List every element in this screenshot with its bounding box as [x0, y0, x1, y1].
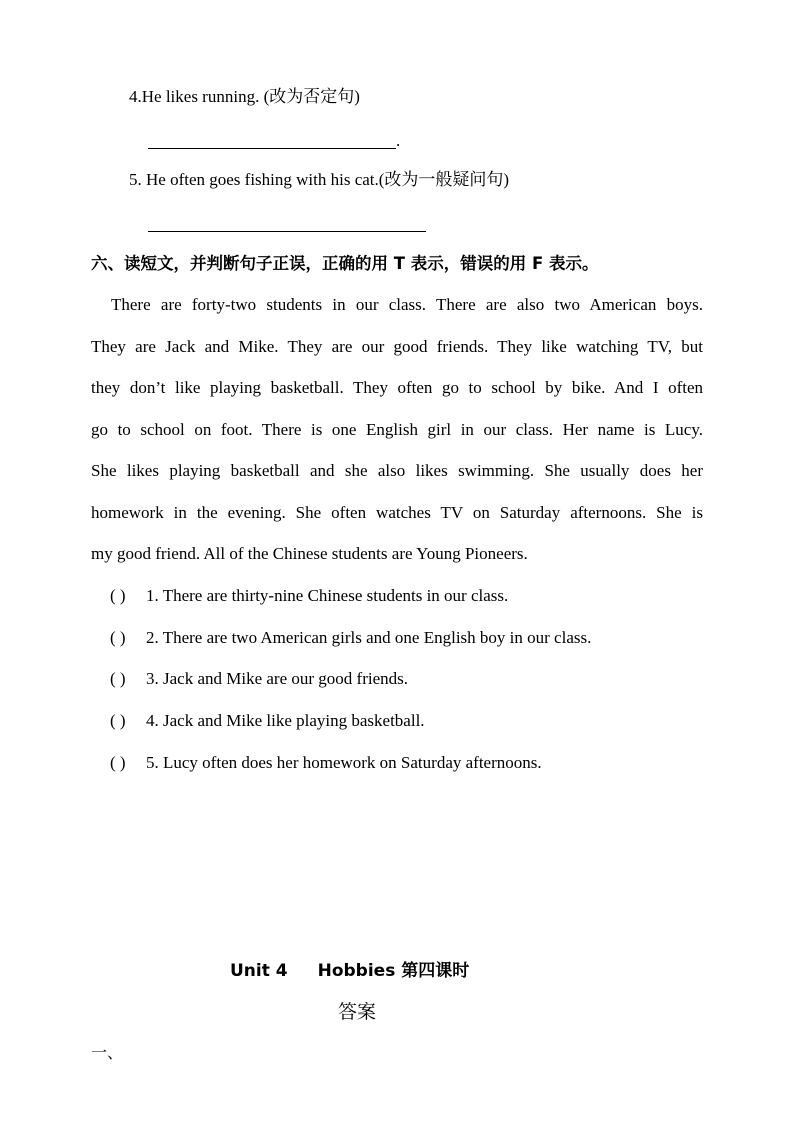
- answer-section-1-label: 一、: [91, 1043, 124, 1062]
- answer-paren-3[interactable]: ( ): [110, 669, 126, 688]
- passage-line: homework in the evening. She often watches TV on Saturday afternoons. She is: [91, 503, 703, 522]
- unit-topic: Hobbies 第四课时: [317, 961, 470, 981]
- answer-blank-5[interactable]: [148, 231, 426, 232]
- answer-paren-4[interactable]: ( ): [110, 711, 126, 730]
- tf-question-3: 3. Jack and Mike are our good friends.: [146, 669, 409, 688]
- passage-line: She likes playing basketball and she also likes swimming. She usually does her: [91, 461, 703, 480]
- passage-line: my good friend. All of the Chinese students are Young Pioneers.: [91, 544, 528, 563]
- answer-heading: 答案: [338, 1001, 377, 1023]
- unit-label: Unit 4: [230, 961, 288, 981]
- passage-line: go to school on foot. There is one English girl in our class. Her name is Lucy.: [91, 420, 703, 439]
- section-6-title: 六、读短文，并判断句子正误，正确的用 T 表示，错误的用 F 表示。: [91, 254, 599, 273]
- question-5: 5. He often goes fishing with his cat.(改为一般疑问句): [129, 170, 510, 189]
- tf-question-2: 2. There are two American girls and one English boy in our class.: [146, 628, 592, 647]
- tf-question-5: 5. Lucy often does her homework on Saturday afternoons.: [146, 753, 542, 772]
- passage-line: they don’t like playing basketball. They often go to school by bike. And I often: [91, 378, 703, 397]
- answer-paren-1[interactable]: ( ): [110, 586, 126, 605]
- tf-question-1: 1. There are thirty-nine Chinese students in our class.: [146, 586, 509, 605]
- passage-line: There are forty-two students in our class. There are also two American boys.: [111, 295, 703, 314]
- answer-key-title: [230, 959, 469, 983]
- answer-blank-4[interactable]: [148, 148, 396, 149]
- question-4: 4.He likes running. (改为否定句): [129, 87, 360, 106]
- tf-question-4: 4. Jack and Mike like playing basketball.: [146, 711, 425, 730]
- passage-line: They are Jack and Mike. They are our good friends. They like watching TV, but: [91, 337, 703, 356]
- answer-paren-2[interactable]: ( ): [110, 628, 126, 647]
- answer-blank-4-period: .: [396, 131, 401, 150]
- answer-paren-5[interactable]: ( ): [110, 753, 126, 772]
